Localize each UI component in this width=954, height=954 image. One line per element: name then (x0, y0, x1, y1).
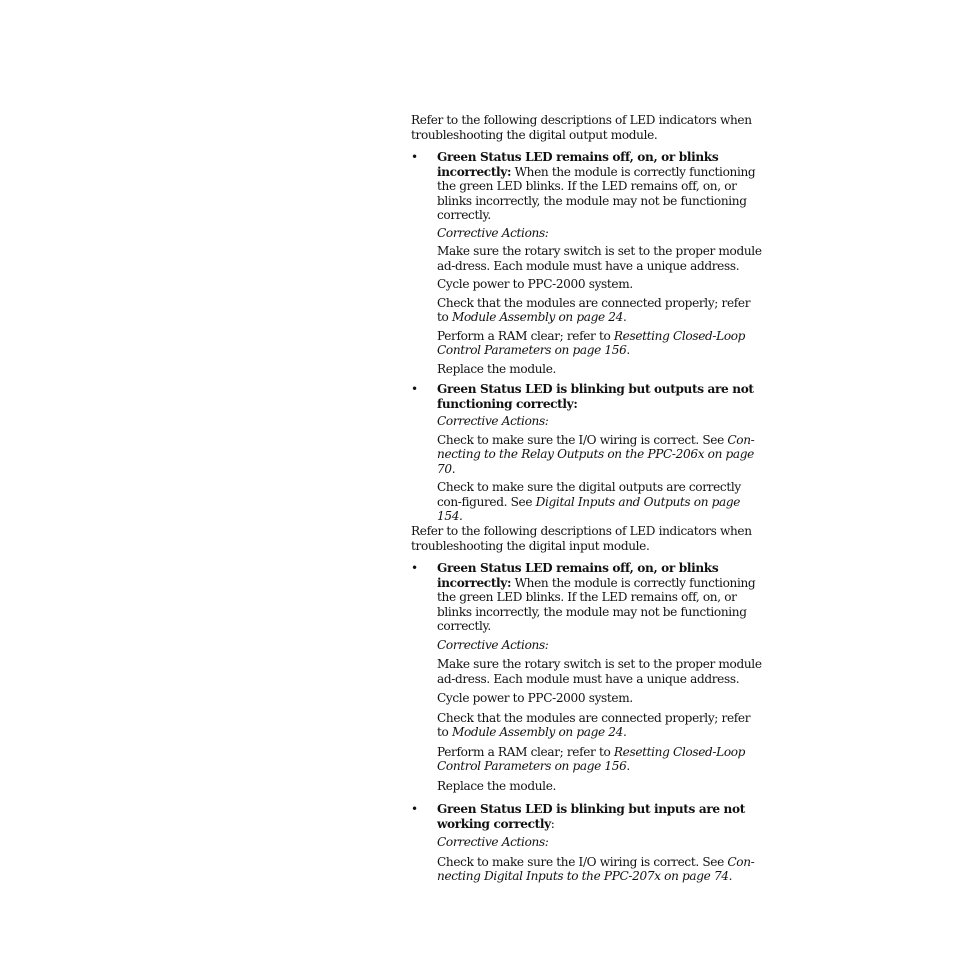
output-item-1-title: Green Status LED remains off, on, or blinks incorrectly: (437, 150, 719, 179)
action-check-outputs-config-tail: . (459, 509, 463, 523)
bullet-dot: • (411, 561, 418, 575)
action-rotary-switch: Make sure the rotary switch is set to the proper module ad-dress. Each module must have a unique address. (437, 244, 762, 273)
corrective-actions-label: Corrective Actions: (437, 637, 549, 652)
input-item-1 (411, 561, 763, 793)
action-ram-clear-text: Perform a RAM clear; refer to (437, 744, 614, 759)
action-ram-clear (437, 745, 763, 774)
action-check-wiring (437, 433, 763, 477)
action-check-modules (437, 711, 763, 740)
action-check-outputs-config-text: Check to make sure the digital outputs are correctly con-figured. See (437, 480, 741, 509)
action-replace-module: Replace the module. (437, 361, 557, 376)
action-ram-clear (437, 329, 763, 358)
action-check-modules-text: Check that the modules are connected properly; refer to (437, 295, 751, 324)
output-item-2 (411, 382, 763, 524)
action-check-wiring-tail: . (728, 869, 733, 883)
input-item-2 (411, 802, 763, 884)
action-check-wiring-text: Check to make sure the I/O wiring is correct. See (437, 432, 728, 447)
input-item-2-heading (437, 802, 763, 831)
action-rotary-switch: Make sure the rotary switch is set to the proper module ad-dress. Each module must have a unique address. (437, 657, 762, 686)
output-item-1 (411, 150, 763, 376)
action-check-modules-tail: . (622, 310, 627, 324)
action-ram-clear-text: Perform a RAM clear; refer to (437, 328, 614, 343)
output-section (411, 113, 763, 524)
output-item-1-heading (437, 150, 763, 223)
action-check-outputs-config (437, 480, 763, 524)
ref-digital-io: Digital Inputs and Outputs on page 154 (437, 494, 741, 523)
action-ram-clear-tail: . (626, 759, 630, 773)
ref-resetting-parameters: Resetting Closed-Loop Control Parameters on page 156 (437, 744, 746, 773)
output-item-2-heading (437, 382, 763, 411)
action-check-modules-tail: . (622, 725, 627, 739)
ref-digital-inputs-wiring: Con-necting Digital Inputs to the PPC-207x on page 74 (437, 854, 755, 883)
ref-relay-outputs: Con-necting to the Relay Outputs on the PPC-206x on page 70 (437, 432, 755, 476)
input-intro: Refer to the following descriptions of LED indicators when troubleshooting the digital input module. (411, 524, 752, 553)
action-check-wiring (437, 855, 763, 884)
action-ram-clear-tail: . (626, 343, 630, 357)
input-item-1-title: Green Status LED remains off, on, or blinks incorrectly: (437, 561, 719, 590)
input-section (411, 524, 763, 884)
input-item-2-title: Green Status LED is blinking but inputs are not working correctly (437, 802, 745, 831)
bullet-dot: • (411, 802, 418, 816)
action-check-wiring-tail: . (451, 461, 456, 476)
action-cycle-power: Cycle power to PPC-2000 system. (437, 277, 633, 291)
input-item-1-desc: When the module is correctly functioning the green LED blinks. If the LED remains off, on, or blinks incorrectly, the module may not be functioning correctly. (437, 575, 756, 633)
action-check-wiring-text: Check to make sure the I/O wiring is correct. See (437, 854, 728, 869)
bullet-dot: • (411, 382, 418, 396)
action-check-modules-text: Check that the modules are connected properly; refer to (437, 710, 751, 739)
output-intro: Refer to the following descriptions of LED indicators when troubleshooting the digital output module. (411, 113, 752, 142)
corrective-actions-label: Corrective Actions: (437, 414, 549, 428)
input-item-2-title-tail: : (550, 816, 555, 831)
input-item-1-heading (437, 561, 763, 634)
ref-module-assembly: Module Assembly on page 24 (451, 725, 623, 739)
action-check-modules (437, 296, 763, 325)
bullet-dot: • (411, 150, 418, 164)
ref-resetting-parameters: Resetting Closed-Loop Control Parameters on page 156 (437, 328, 746, 357)
action-replace-module: Replace the module. (437, 778, 557, 793)
corrective-actions-label: Corrective Actions: (437, 225, 549, 240)
output-item-2-title: Green Status LED is blinking but outputs are not functioning correctly: (437, 382, 754, 411)
action-cycle-power: Cycle power to PPC-2000 system. (437, 691, 633, 705)
corrective-actions-label: Corrective Actions: (437, 835, 549, 849)
ref-module-assembly: Module Assembly on page 24 (451, 310, 623, 324)
output-item-1-desc: When the module is correctly functioning the green LED blinks. If the LED remains off, on, or blinks incorrectly, the module may not be functioning correctly. (437, 164, 756, 222)
